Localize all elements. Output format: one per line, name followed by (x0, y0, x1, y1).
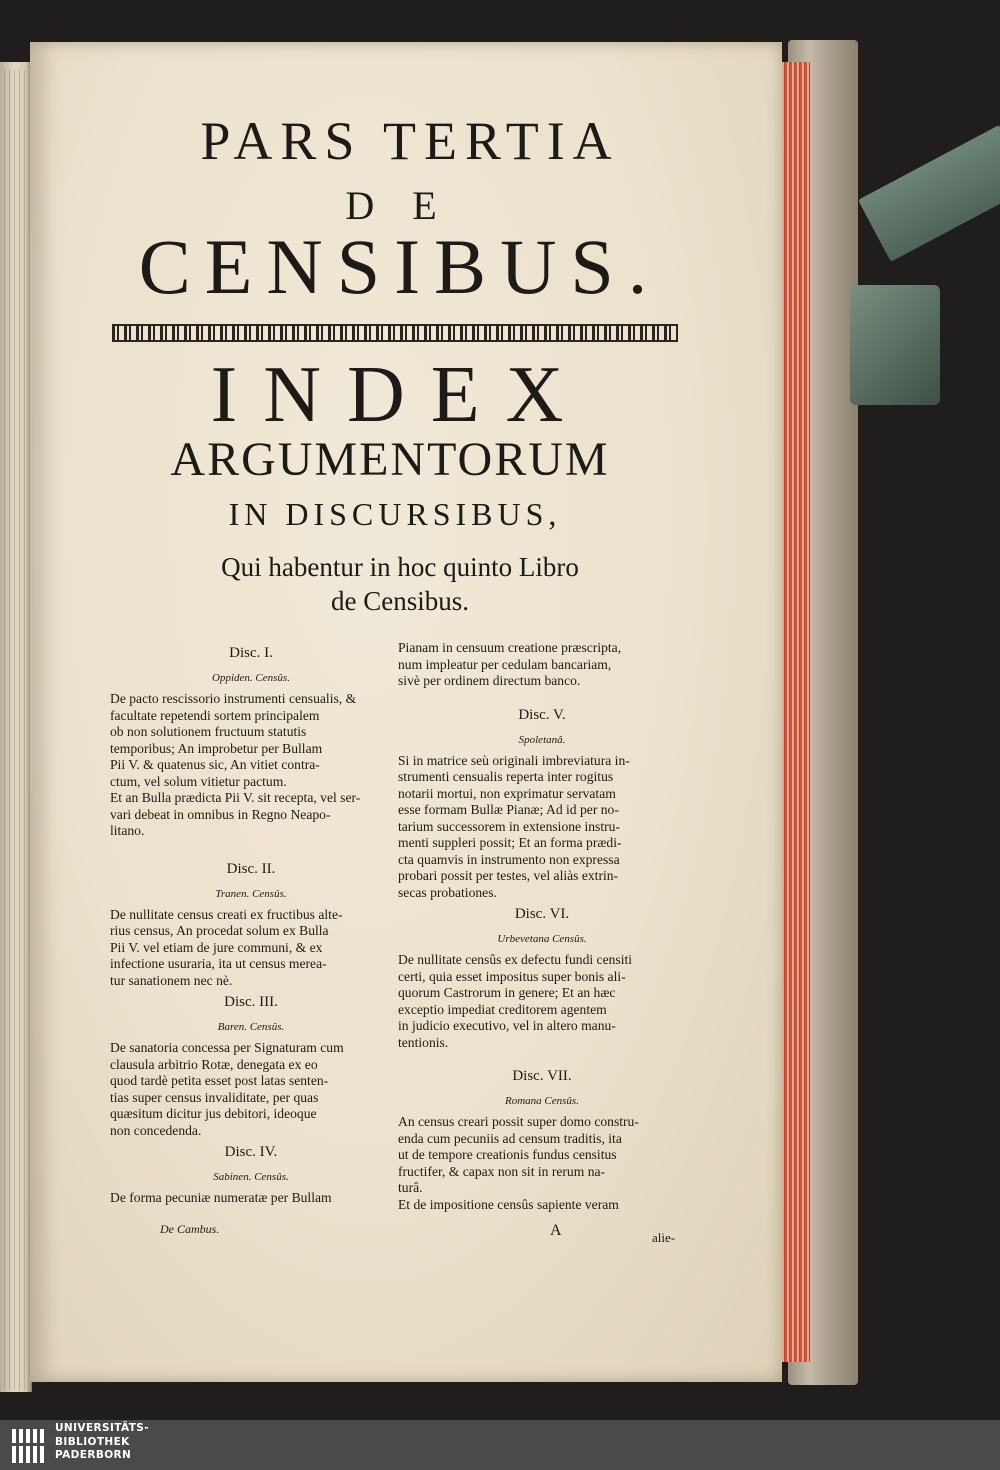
text-line: clausula arbitrio Rotæ, denegata ex eo (110, 1056, 318, 1072)
discourse-place: Romana Censûs. (505, 1095, 579, 1107)
library-logo-line: UNIVERSITÄTS- (55, 1422, 150, 1434)
discourse-summary (110, 907, 392, 990)
text-line: temporibus; An improbetur per Bullam (110, 740, 323, 756)
index-description-line1: Qui habentur in hoc quinto Libro (221, 552, 579, 582)
text-line: in judicio executivo, vel in altero manu- (398, 1018, 616, 1033)
discourse-heading: Disc. II. (226, 860, 276, 877)
discourse-summary (110, 691, 392, 840)
part-title-de: DE (345, 183, 475, 228)
text-line: tentionis. (398, 1034, 449, 1050)
discourse-heading: Disc. V. (518, 706, 566, 723)
text-line: litano. (110, 823, 145, 838)
text-line: secas probationes. (398, 884, 497, 900)
text-line: menti suppleri possit; Et an forma prædi- (398, 835, 622, 850)
library-footer-bar (0, 1420, 1000, 1470)
text-line: sivè per ordinem directum banco. (398, 673, 581, 688)
text-line: esse formam Bullæ Pianæ; Ad id per no- (398, 802, 619, 817)
index-description-line2: de Censibus. (331, 586, 469, 616)
index-subtitle-discursibus: IN DISCURSIBUS, (228, 496, 562, 532)
catchword: alie- (652, 1230, 676, 1245)
left-column (110, 640, 392, 1207)
discourse-place: Spoletanâ. (518, 733, 566, 746)
discourse-summary (110, 1040, 392, 1139)
clasp-strap (858, 125, 1000, 262)
continued-summary (398, 640, 686, 690)
text-line: rius census, An procedat solum ex Bulla (110, 923, 329, 938)
text-line: non concedenda. (110, 1122, 202, 1138)
discourse-summary (398, 753, 686, 902)
text-line: facultate repetendi sortem principalem (110, 707, 320, 723)
text-line: ctum, vel solum vitietur pactum. (110, 773, 287, 789)
discourse-place: Urbevetana Censûs. (497, 933, 587, 945)
text-line: tur sanationem nec nè. (110, 972, 233, 988)
text-line: quæsitum dicitur jus debitori, ideoque (110, 1106, 317, 1121)
text-line: tarium successorem in extensione instru- (398, 818, 620, 834)
discourse-summary (398, 1114, 686, 1213)
text-line: fructifer, & capax non sit in rerum na- (398, 1163, 606, 1179)
discourse-place: Tranen. Censûs. (215, 887, 287, 900)
text-line: De nullitate census creati ex fructibus alte- (110, 906, 343, 922)
text-line: notarii mortui, non exprimatur servatam (398, 785, 616, 801)
text-line: probari possit per testes, vel aliàs extrin- (398, 868, 619, 883)
ornamental-rule (112, 324, 678, 342)
discourse-heading: Disc. VI. (514, 906, 570, 922)
text-line: De sanatoria concessa per Signaturam cum (110, 1040, 344, 1055)
text-line: Et an Bulla prædicta Pii V. sit recepta, vel ser- (110, 790, 361, 805)
discourse-place: Baren. Censûs. (217, 1021, 285, 1033)
discourse-heading: Disc. IV. (224, 1144, 278, 1160)
left-page-text-edge (4, 70, 26, 1390)
library-logo-text (55, 1422, 149, 1463)
discourse-place: Sabinen. Censûs. (213, 1171, 289, 1183)
discourse-heading: Disc. III. (224, 994, 278, 1010)
library-logo-icon (12, 1425, 50, 1465)
text-line: Et de impositione censûs sapiente veram (398, 1196, 619, 1212)
library-logo-line: BIBLIOTHEK (55, 1435, 130, 1448)
text-line: exceptio impediat creditorem agentem (398, 1001, 607, 1017)
text-line: certi, quia esset impositus super bonis ali- (398, 968, 626, 984)
text-line: vari debeat in omnibus in Regno Neapo- (110, 806, 331, 822)
text-line: Pii V. & quatenus sic, An vitiet contra- (110, 757, 320, 772)
running-footer: De Cambus. (160, 1222, 220, 1236)
text-line: tias super census invaliditate, per quas (110, 1089, 319, 1105)
text-line: strumenti censualis reperta inter rogitus (398, 769, 614, 784)
text-line: De nullitate censûs ex defectu fundi censiti (398, 952, 633, 967)
text-line: quod tardè petita esset post latas senten- (110, 1073, 329, 1088)
text-line: Si in matrice seù originali imbreviatura in- (398, 752, 630, 768)
text-line: cta quamvis in instrumento non expressa (398, 851, 620, 867)
index-subtitle-argumentorum: ARGUMENTORUM (170, 433, 610, 486)
text-line: ob non solutionem fructuum statutis (110, 724, 307, 739)
metal-clasp (850, 285, 940, 405)
text-line: turâ. (398, 1180, 423, 1195)
part-title: PARS TERTIA (200, 111, 620, 171)
text-line: infectione usuraria, ita ut census merea- (110, 956, 327, 971)
library-logo-line: PADERBORN (55, 1449, 132, 1461)
discourse-heading: Disc. VII. (512, 1068, 572, 1084)
right-column (398, 640, 686, 1213)
text-line: Pianam in censuum creatione præscripta, (398, 640, 622, 655)
text-line: An census creari possit super domo constru- (398, 1114, 639, 1129)
text-line: quorum Castrorum in genere; Et an hæc (398, 985, 616, 1000)
text-line: De forma pecuniæ numeratæ per Bullam (110, 1190, 332, 1205)
discourse-summary (110, 1190, 392, 1207)
part-title-censibus: CENSIBUS. (138, 223, 662, 310)
text-line: Pii V. vel etiam de jure communi, & ex (110, 939, 323, 955)
discourse-place: Oppiden. Censûs. (212, 672, 290, 684)
discourse-summary (398, 952, 686, 1051)
index-title: INDEX (210, 351, 590, 439)
text-line: De pacto rescissorio instrumenti censualis, & (110, 691, 357, 706)
signature-mark: A (550, 1222, 562, 1239)
text-line: enda cum pecuniis ad censum traditis, ita (398, 1130, 622, 1146)
text-line: ut de tempore creationis fundus censitus (398, 1147, 617, 1162)
discourse-heading: Disc. I. (229, 645, 273, 661)
text-line: num impleatur per cedulam bancariam, (398, 656, 612, 672)
